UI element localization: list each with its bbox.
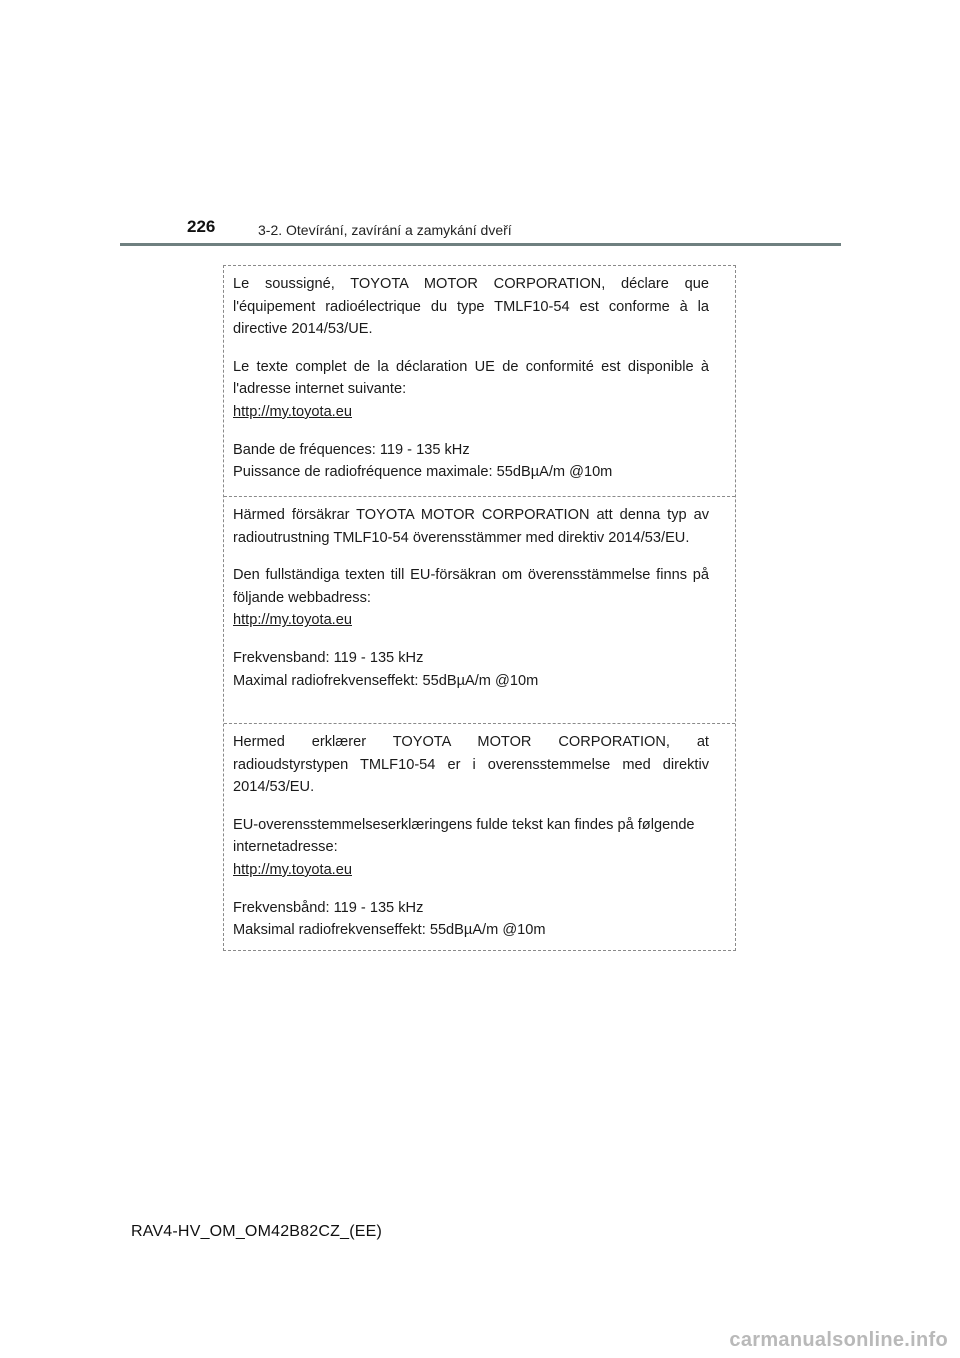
availability-text: EU-overensstemmelseserklæringens fulde tekst kan findes på følgende internetadresse: [233,816,695,856]
declaration-link[interactable]: http://my.toyota.eu [233,612,352,629]
document-code: RAV4-HV_OM_OM42B82CZ_(EE) [131,1223,382,1240]
declaration-section-french [224,266,735,496]
availability-text: Den fullständiga texten till EU-försäkran om överensstämmelse finns på följande webbadress: [233,567,709,606]
frequency-band-text: Frekvensbånd: 119 - 135 kHz [233,899,424,916]
max-power-text: Puissance de radiofréquence maximale: 55dBµA/m @10m [233,464,613,481]
declaration-link[interactable]: http://my.toyota.eu [233,403,352,420]
frequency-band-text: Frekvensband: 119 - 135 kHz [233,649,424,666]
watermark: carmanualsonline.info [729,1329,948,1351]
frequency-band-text: Bande de fréquences: 119 - 135 kHz [233,441,470,458]
section-title: 3-2. Otevírání, zavírání a zamykání dveří [258,222,512,238]
availability-text: Le texte complet de la déclaration UE de conformité est disponible à l'adresse internet suivante: [233,358,709,398]
page-header [0,0,960,250]
declaration-text: Härmed försäkrar TOYOTA MOTOR CORPORATION att denna typ av radioutrustning TMLF10-54 överensstämmer med direktiv 2014/53/EU. [233,507,709,546]
header-divider [120,243,841,246]
max-power-text: Maksimal radiofrekvenseffekt: 55dBµA/m @10m [233,922,546,939]
declaration-text: Hermed erklærer TOYOTA MOTOR CORPORATION, at radioudstyrstypen TMLF10-54 er i overensstemmelse med direktiv 2014/53/EU. [233,734,709,796]
page-number: 226 [187,217,216,236]
declaration-box [223,265,736,951]
max-power-text: Maximal radiofrekvenseffekt: 55dBµA/m @10m [233,672,539,689]
declaration-text: Le soussigné, TOYOTA MOTOR CORPORATION, déclare que l'équipement radioélectrique du type TMLF10-54 est conforme à la directive 2014/53/UE. [233,276,709,338]
declaration-section-swedish [224,496,735,723]
declaration-section-danish [224,723,735,951]
declaration-link[interactable]: http://my.toyota.eu [233,861,352,878]
